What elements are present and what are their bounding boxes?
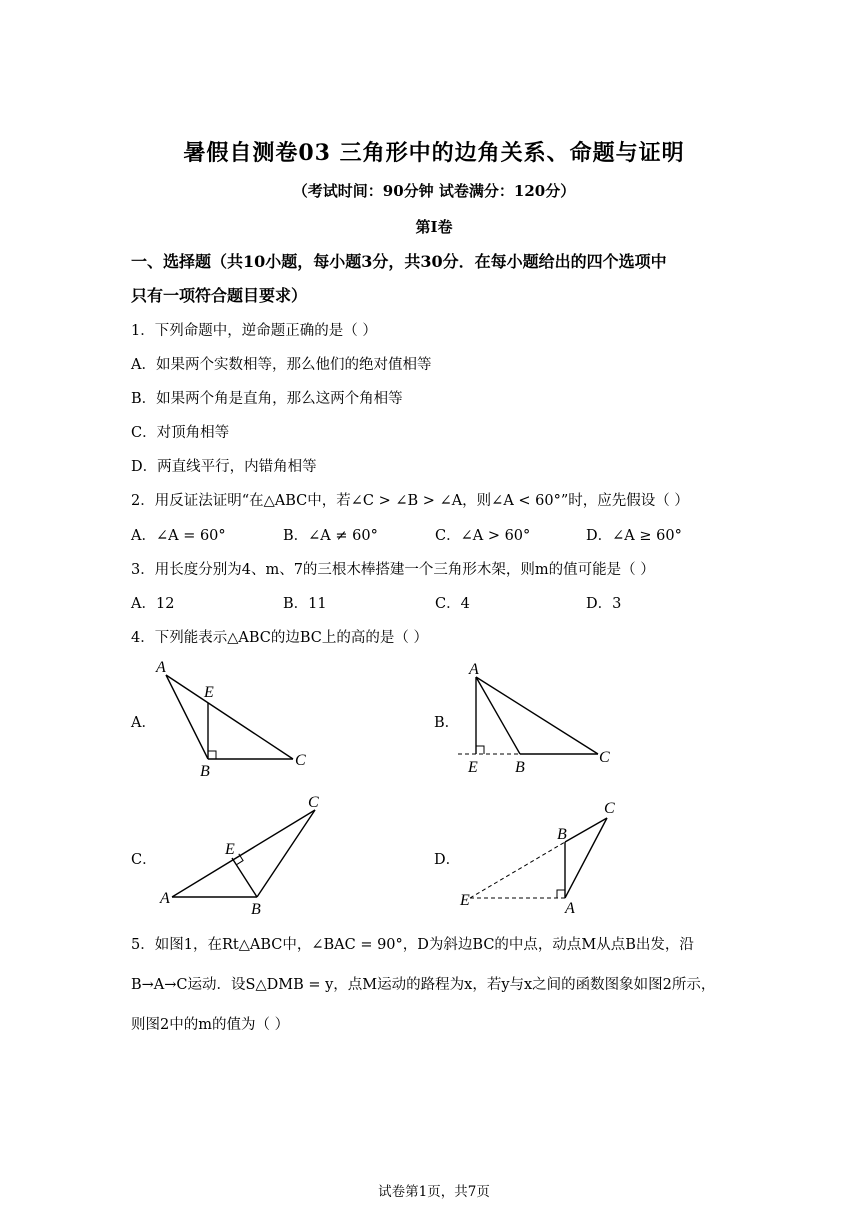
- q2-option-b: B．∠A ≠ 60°: [283, 528, 378, 544]
- fig-a-label-a: A: [156, 659, 166, 676]
- fig-c-label-e: E: [225, 841, 235, 858]
- q4-figure-d-label: D．: [434, 852, 461, 868]
- q2-option-c: C．∠A > 60°: [435, 528, 531, 544]
- q4-figure-c-label: C．: [131, 852, 157, 868]
- q3-option-d: D．3: [586, 596, 622, 612]
- q4-figure-d: [452, 790, 632, 920]
- q2-option-d: D．∠A ≥ 60°: [586, 528, 682, 544]
- q4-figure-a: [150, 655, 320, 780]
- q1-option-c: C．对顶角相等: [131, 425, 230, 441]
- q2-option-a: A．∠A = 60°: [131, 528, 226, 544]
- q4-figure-c: [150, 790, 340, 920]
- q4-figure-b-label: B．: [434, 715, 460, 731]
- q4-stem: 4．下列能表示△ABC的边BC上的高的是（ ）: [131, 630, 428, 646]
- fig-d-label-b: B: [557, 826, 567, 843]
- page-title: 暑假自测卷03 三角形中的边角关系、命题与证明: [183, 140, 685, 166]
- exam-info: （考试时间：90分钟 试卷满分：120分）: [292, 182, 576, 200]
- fig-d-label-a: A: [565, 900, 575, 917]
- fig-c-label-c: C: [308, 794, 319, 811]
- fig-b-label-c: C: [599, 749, 610, 766]
- fig-d-label-c: C: [604, 800, 615, 817]
- section-heading-line1: 一、选择题（共10小题，每小题3分，共30分．在每小题给出的四个选项中: [131, 252, 667, 271]
- section-heading-line2: 只有一项符合题目要求）: [131, 286, 308, 305]
- q4-figure-a-label: A．: [131, 715, 156, 731]
- q3-option-b: B．11: [283, 596, 327, 612]
- fig-c-label-a: A: [160, 890, 170, 907]
- q2-stem: 2．用反证法证明“在△ABC中，若∠C > ∠B > ∠A，则∠A < 60°”时，应先假设（ ）: [131, 493, 689, 509]
- q1-option-b: B．如果两个角是直角，那么这两个角相等: [131, 391, 403, 407]
- fig-b-label-b: B: [515, 759, 525, 776]
- fig-b-label-a: A: [469, 661, 479, 678]
- fig-a-label-e: E: [204, 684, 214, 701]
- volume-label: 第I卷: [415, 218, 453, 236]
- q5-line1: 5．如图1，在Rt△ABC中，∠BAC = 90°，D为斜边BC的中点，动点M从点B出发，沿: [131, 937, 694, 953]
- fig-b-label-e: E: [468, 759, 478, 776]
- q5-line2: B→A→C运动．设S△DMB = y，点M运动的路程为x，若y与x之间的函数图象如图2所示，: [131, 977, 716, 993]
- q3-stem: 3．用长度分别为4、m、7的三根木棒搭建一个三角形木架，则m的值可能是（ ）: [131, 562, 655, 578]
- page-footer: 试卷第1页，共7页: [378, 1184, 490, 1200]
- fig-d-label-e: E: [460, 892, 470, 909]
- q5-line3: 则图2中的m的值为（ ）: [131, 1017, 290, 1033]
- q1-stem: 1．下列命题中，逆命题正确的是（ ）: [131, 323, 377, 339]
- q1-option-a: A．如果两个实数相等，那么他们的绝对值相等: [131, 357, 432, 373]
- q3-option-c: C．4: [435, 596, 470, 612]
- q4-figure-b: [452, 655, 622, 780]
- q3-option-a: A．12: [131, 596, 175, 612]
- fig-a-label-b: B: [200, 763, 210, 780]
- fig-c-label-b: B: [251, 901, 261, 918]
- fig-a-label-c: C: [295, 752, 306, 769]
- q1-option-d: D．两直线平行，内错角相等: [131, 459, 317, 475]
